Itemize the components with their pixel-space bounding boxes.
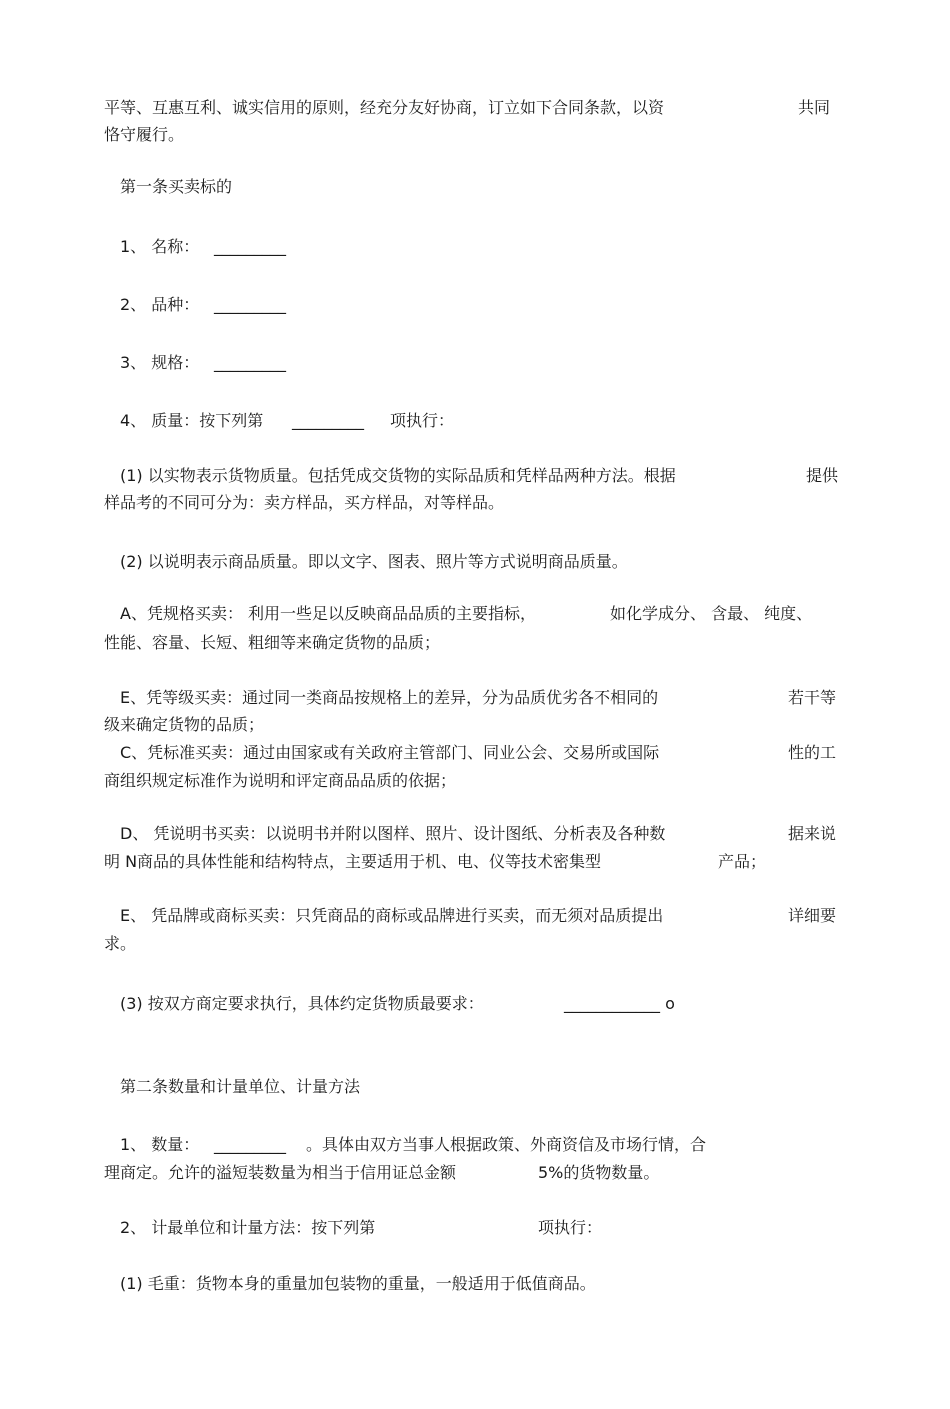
intro-line-1-end: 共同 [798, 98, 831, 117]
measure-1: (1) 毛重：货物本身的重量加包装物的重量，一般适用于低值商品。 [120, 1274, 596, 1293]
article1-item-quality-end: 项执行： [390, 411, 455, 430]
method-e-line-2: 求。 [104, 934, 137, 953]
article2-item-unit: 2、 计最单位和计量方法：按下列第 [120, 1218, 376, 1237]
method-d-line-2: 明 N商品的具体性能和结构特点，主要适用于机、电、仪等技术密集型 [104, 852, 602, 871]
method-c-line-1-end: 性的工 [788, 743, 837, 762]
blank-quality: _________ [292, 411, 364, 430]
method-e-line-1-end: 详细要 [788, 906, 837, 925]
article2-item-quantity-line-2-end: 5%的货物数量。 [538, 1163, 660, 1182]
article1-item-quality: 4、 质量：按下列第 [120, 411, 264, 430]
method-b-line-1: E、凭等级买卖：通过同一类商品按规格上的差异，分为品质优劣各不相同的 [120, 688, 659, 707]
method-d-line-1: D、 凭说明书买卖：以说明书并附以图样、照片、设计图纸、分析表及各种数 [120, 824, 666, 843]
blank-quantity: _________ [214, 1135, 286, 1154]
article1-title: 第一条买卖标的 [120, 177, 233, 196]
quality-2: (2) 以说明表示商品质量。即以文字、图表、照片等方式说明商品质量。 [120, 552, 628, 571]
method-e-line-1: E、 凭品牌或商标买卖：只凭商品的商标或品牌进行买卖，而无须对品质提出 [120, 906, 664, 925]
method-b-line-1-end: 若干等 [788, 688, 837, 707]
intro-line-2: 恪守履行。 [104, 125, 185, 144]
quality-1-line-1-end: 提供 [806, 466, 839, 485]
intro-line-1: 平等、互惠互利、诚实信用的原则，经充分友好协商，订立如下合同条款，以资 [104, 98, 665, 117]
method-a-line-1-end: 如化学成分、 含最、 纯度、 [610, 604, 813, 623]
method-d-line-1-end: 据来说 [788, 824, 837, 843]
quality-3-blank: ____________ o [564, 994, 675, 1013]
article2-title: 第二条数量和计量单位、计量方法 [120, 1077, 361, 1096]
article1-item-variety: 2、 品种： [120, 295, 200, 314]
method-c-line-2: 商组织规定标准作为说明和评定商品品质的依据； [104, 771, 457, 790]
article2-item-quantity-line-2: 理商定。允许的溢短装数量为相当于信用证总金额 [104, 1163, 457, 1182]
method-c-line-1: C、凭标准买卖：通过由国家或有关政府主管部门、同业公会、交易所或国际 [120, 743, 660, 762]
method-a-line-2: 性能、容量、长短、粗细等来确定货物的品质； [104, 633, 441, 652]
quality-1-line-2: 样品考的不同可分为：卖方样品，买方样品，对等样品。 [104, 493, 505, 512]
blank-variety: _________ [214, 295, 286, 314]
article2-item-quantity: 1、 数量： [120, 1135, 200, 1154]
method-a-line-1: A、凭规格买卖： 利用一些足以反映商品品质的主要指标， [120, 604, 537, 623]
method-b-line-2: 级来确定货物的品质； [104, 715, 265, 734]
method-d-line-2-end: 产品； [718, 852, 767, 871]
blank-spec: _________ [214, 353, 286, 372]
quality-1-line-1: (1) 以实物表示货物质量。包括凭成交货物的实际品质和凭样品两种方法。根据 [120, 466, 676, 485]
article1-item-spec: 3、 规格： [120, 353, 200, 372]
article1-item-name: 1、 名称： [120, 237, 200, 256]
article2-item-unit-end: 项执行： [538, 1218, 603, 1237]
article2-item-quantity-rest: 。具体由双方当事人根据政策、外商资信及市场行情，合 [306, 1135, 707, 1154]
blank-name: _________ [214, 237, 286, 256]
quality-3: (3) 按双方商定要求执行，具体约定货物质最要求： [120, 994, 484, 1013]
